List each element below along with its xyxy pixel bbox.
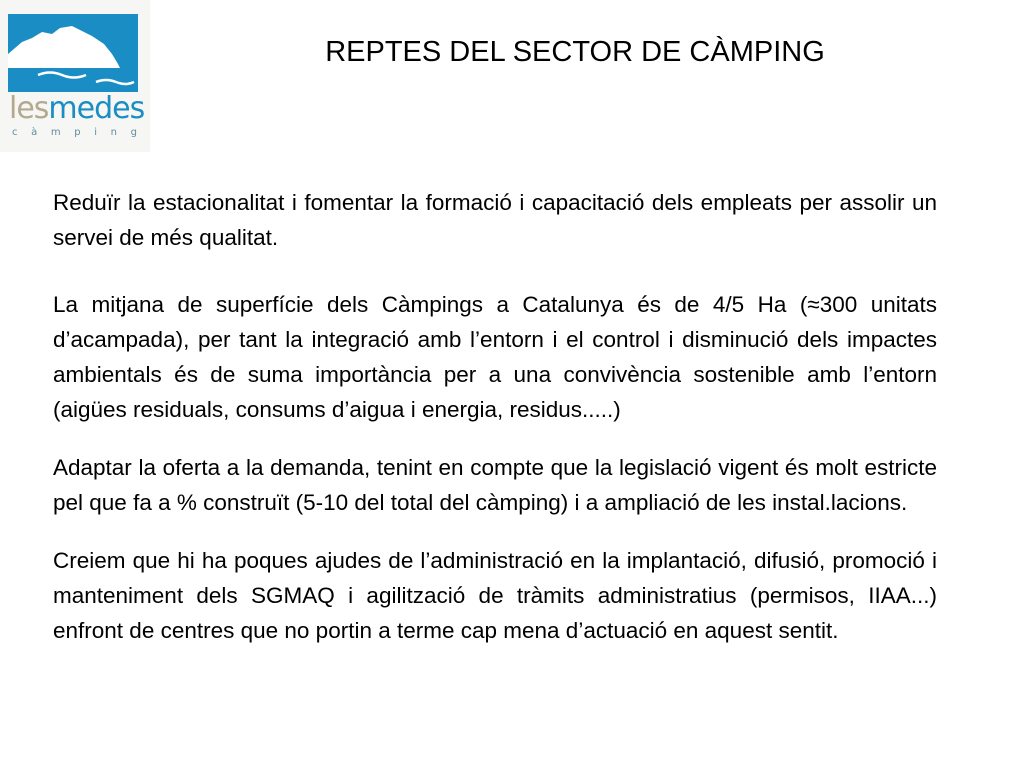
paragraph-demand: Adaptar la oferta a la demanda, tenint en compte que la legislació vigent és molt estricte pel que fa a % construït (5-10 del total del càmping) i a ampliació de les instal.lacions. bbox=[53, 455, 937, 515]
logo-wordmark bbox=[9, 91, 145, 126]
paragraph-environment: La mitjana de superfície dels Càmpings a Catalunya és de 4/5 Ha (≈300 unitats d’acampada), per tant la integració amb l’entorn i el control i disminució dels impactes ambientals és de suma importància per a una convivència sostenible amb l’entorn (aigües residuals, consums d’aigua i energia, residus.....) bbox=[53, 292, 937, 422]
logo-wordmark-les: les bbox=[9, 91, 49, 126]
logo-tagline-letter: g bbox=[130, 127, 137, 138]
paragraph-seasonality: Reduïr la estacionalitat i fomentar la formació i capacitació dels empleats per assolir un servei de més qualitat. bbox=[53, 190, 937, 250]
logo-tagline-letter: p bbox=[74, 127, 81, 138]
body-text bbox=[53, 185, 937, 671]
logo-tagline-letter: c bbox=[12, 127, 18, 138]
logo-tagline-letter: n bbox=[110, 127, 117, 138]
logo-wordmark-medes: medes bbox=[48, 91, 145, 126]
paragraph-administration: Creiem que hi ha poques ajudes de l’administració en la implantació, difusió, promoció i manteniment dels SGMAQ i agilització de tràmits administratius (permisos, IIAA...) enfront de centres que no portin a terme cap mena d’actuació en aquest sentit. bbox=[53, 548, 937, 643]
logo-tagline bbox=[12, 127, 137, 139]
campsite-logo bbox=[0, 0, 150, 152]
logo-tagline-letter: m bbox=[50, 127, 61, 138]
logo-tagline-letter: i bbox=[94, 127, 98, 138]
page-title: REPTES DEL SECTOR DE CÀMPING bbox=[325, 36, 825, 68]
logo-tagline-letter: à bbox=[31, 127, 38, 138]
